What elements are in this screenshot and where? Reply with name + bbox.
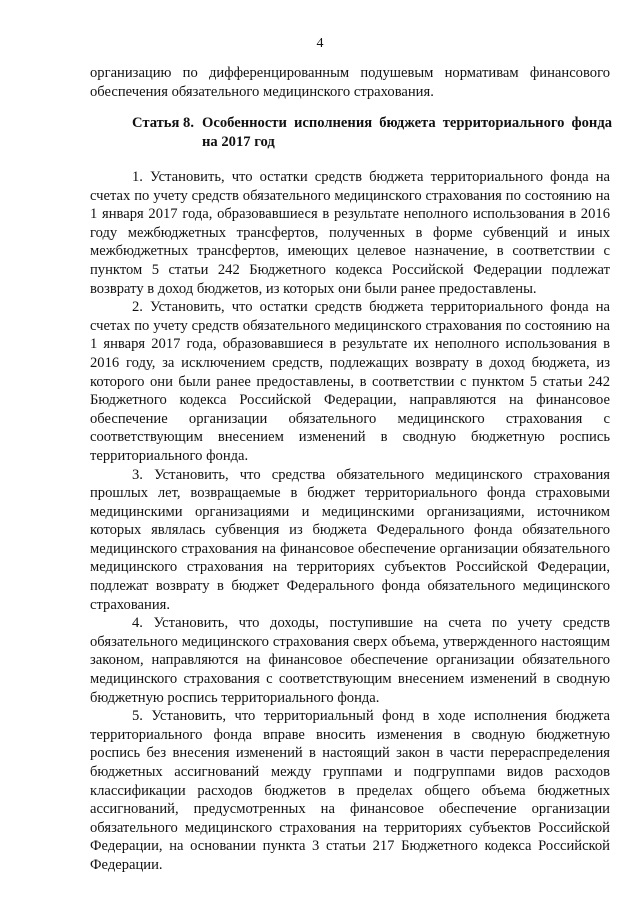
article-paragraph-2: 2. Установить, что остатки средств бюджета территориального фонда на счетах по учету средств обязательного медицинского страхования по состоянию на 1 января 2017 года, образовавшиеся в результате их неполного использования в 2016 году, за исключением средств, подлежащих возврату в доход бюджета, из которого они были ранее предоставлены, в соответствии с пунктом 5 статьи 242 Бюджетного кодекса Российской Федерации, направляются на финансовое обеспечение организации обязательного медицинского страхования с соответствующим внесением изменений в сводную бюджетную роспись территориального фонда. [90, 299, 610, 464]
article-title: Особенности исполнения бюджета территориального фонда на 2017 год [202, 115, 612, 150]
article-paragraph-4: 4. Установить, что доходы, поступившие на счета по учету средств обязательного медицинского страхования сверх объема, утвержденного настоящим законом, направляются на финансовое обеспечение организации обязательного медицинского страхования с соответствующим внесением изменений в сводную бюджетную роспись территориального фонда. [90, 615, 610, 706]
article-paragraph-3: 3. Установить, что средства обязательного медицинского страхования прошлых лет, возвращаемые в бюджет территориального фонда страховыми медицинскими организациями и медицинскими организациями, источником которых являлась субвенция из бюджета Федерального фонда обязательного медицинского страхования на финансовое обеспечение организации обязательного медицинского страхования на территориях субъектов Российской Федерации, подлежат возврату в бюджет Федерального фонда обязательного медицинского страхования. [90, 466, 610, 613]
page-number: 4 [316, 36, 324, 51]
article-body [90, 168, 610, 875]
article-paragraph-5: 5. Установить, что территориальный фонд в ходе исполнения бюджета территориального фонда вправе вносить изменения в сводную бюджетную роспись без внесения изменений в настоящий закон в части перераспределения бюджетных ассигнований между группами и подгруппами видов расходов классификации расходов бюджетов в пределах общего объема бюджетных ассигнований, предусмотренных на финансовое обеспечение организации обязательного медицинского страхования на территориях субъектов Российской Федерации, на основании пункта 3 статьи 217 Бюджетного кодекса Российской Федерации. [90, 708, 610, 873]
article-number: Статья 8. [132, 115, 194, 131]
article-heading [132, 114, 612, 151]
intro-paragraph: организацию по дифференцированным подушевым нормативам финансового обеспечения обязательного медицинского страхования. [90, 65, 610, 100]
article-paragraph-1: 1. Установить, что остатки средств бюджета территориального фонда на счетах по учету средств обязательного медицинского страхования по состоянию на 1 января 2017 года, образовавшиеся в результате неполного использования в 2016 году межбюджетных трансфертов, полученных в форме субвенций и иных межбюджетных трансфертов, имеющих целевое назначение, в соответствии с пунктом 5 статьи 242 Бюджетного кодекса Российской Федерации подлежат возврату в доход бюджетов, из которых они были ранее предоставлены. [90, 169, 610, 297]
